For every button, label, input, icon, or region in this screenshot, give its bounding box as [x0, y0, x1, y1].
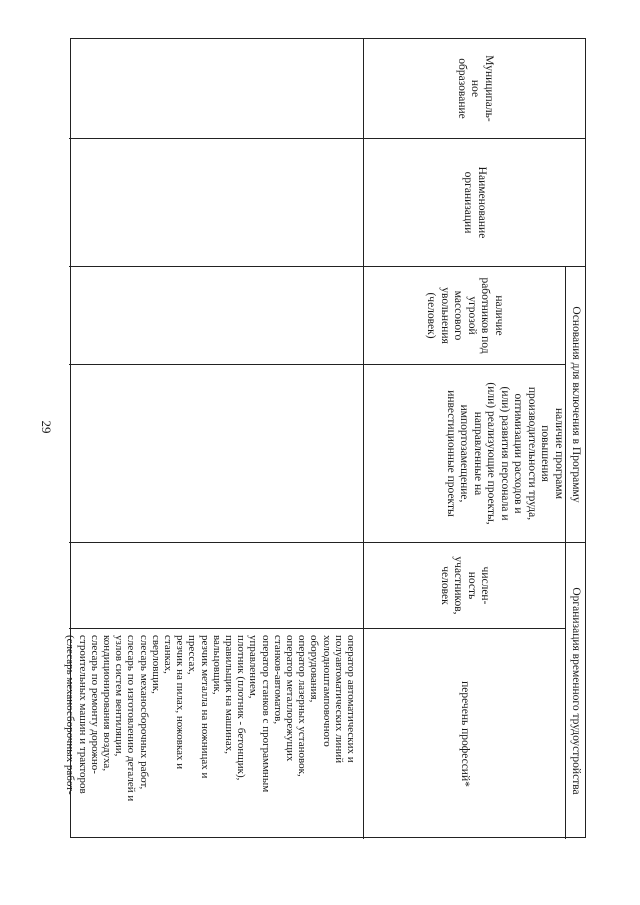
professions-list — [64, 635, 357, 801]
cell-count — [69, 543, 363, 629]
profession-line: слесарь по ремонту дорожно- — [88, 635, 101, 774]
profession-line: оборудования, — [308, 635, 321, 703]
header-org-name: Наименование организации — [363, 139, 585, 267]
cell-professions — [64, 629, 363, 839]
profession-line: правильщик на машинах, — [222, 635, 235, 754]
profession-line: слесарь по изготовлению деталей и — [125, 635, 138, 802]
profession-line: полуавтоматических линий — [332, 635, 345, 764]
header-temp-group: Организация временного трудоустройства — [565, 543, 585, 839]
profession-line: кондиционирования воздуха, — [100, 635, 113, 772]
header-count: числен- ность участников, человек — [363, 543, 565, 629]
profession-line: оператор лазерных установок, — [296, 635, 309, 777]
cell-municipality — [69, 39, 363, 139]
profession-line: оператор станков с программным — [259, 635, 272, 793]
header-municipality: Муниципаль- ное образование — [363, 39, 585, 139]
header-professions: перечень профессий* — [363, 629, 565, 839]
page-number: 29 — [39, 420, 54, 434]
profession-line: управлением, — [247, 635, 260, 699]
profession-line: (слесарь механосборочных работ- — [64, 635, 77, 795]
header-threat: наличие работников под угрозой массового увольнения (человек) — [363, 267, 565, 365]
cell-threat — [69, 267, 363, 365]
rotated-table-wrapper — [64, 38, 586, 838]
header-basis-group: Основания для включения в Программу — [565, 267, 585, 543]
profession-line: строительных машин и тракторов — [76, 635, 89, 794]
data-table — [64, 38, 586, 838]
profession-line: слесарь механосборочных работ, — [137, 635, 150, 790]
profession-line: вальцовщик, — [210, 635, 223, 695]
profession-line: оператор автоматических и — [345, 635, 357, 763]
profession-line: прессах, — [186, 635, 199, 675]
profession-line: плотник (плотник - бетонщик), — [235, 635, 248, 781]
profession-line: узлов систем вентиляции, — [113, 635, 126, 757]
header-programs: наличие программ повышения производительности труда, оптимизации расходов и (или) развития персонала и (или) реализующие проекты, направленные на импортозамещение, инвестиционные проекты — [363, 365, 565, 543]
profession-line: станках, — [161, 635, 174, 674]
profession-line: станков-автоматов, — [271, 635, 284, 725]
profession-line: холодноштамповочного — [320, 635, 333, 747]
cell-programs — [69, 365, 363, 543]
cell-org-name — [69, 139, 363, 267]
profession-line: сверловщик, — [149, 635, 162, 694]
profession-line: оператор металлорежущих — [283, 635, 296, 762]
profession-line: резчик на пилах, ножовках и — [174, 635, 187, 770]
profession-line: резчик металла на ножницах и — [198, 635, 211, 779]
